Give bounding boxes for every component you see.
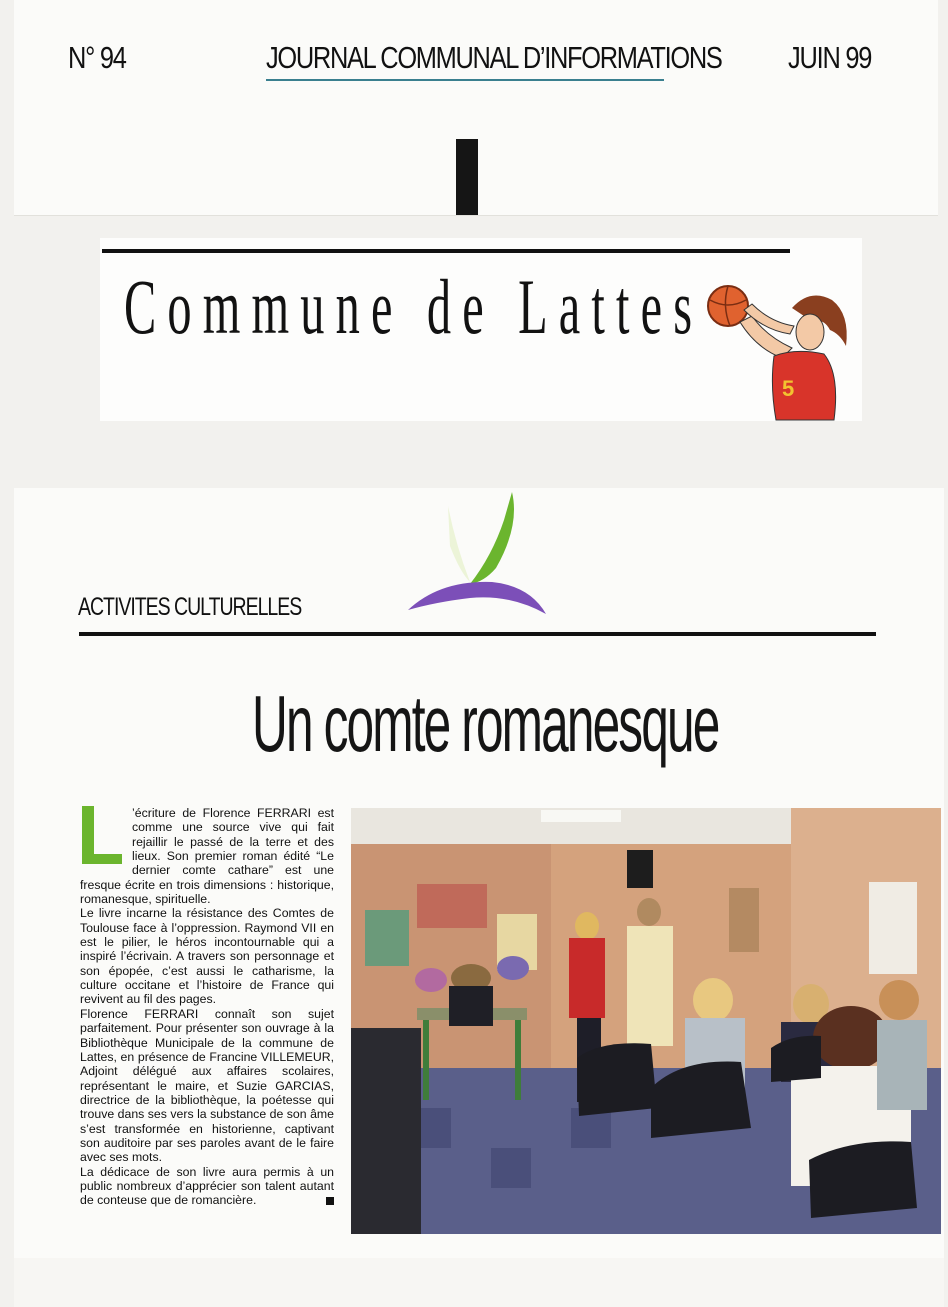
issue-number: N° 94 bbox=[68, 40, 126, 75]
article-headline: Un comte romanesque bbox=[252, 679, 719, 768]
section-rule bbox=[79, 632, 876, 636]
divider-bar bbox=[456, 139, 478, 215]
article-paragraph: ’écriture de Florence FERRARI est comme une source vive qui fait rejaillir le passé de la terre et des lieux. Son premier roman édité “Le dernier comte cathare” est une fresque écrite en trois dimensions : historique, romanesque, spirituelle. bbox=[80, 806, 334, 907]
journal-title-underline bbox=[266, 79, 664, 81]
section-label: ACTIVITES CULTURELLES bbox=[78, 593, 302, 621]
journal-title: JOURNAL COMMUNAL D’INFORMATIONS bbox=[266, 40, 722, 75]
issue-date: JUIN 99 bbox=[788, 40, 872, 75]
masthead-title: Commune de Lattes bbox=[124, 263, 704, 350]
library-reading-photo bbox=[351, 808, 941, 1234]
article-body bbox=[80, 806, 334, 1208]
svg-text:5: 5 bbox=[782, 376, 795, 401]
end-mark bbox=[326, 1197, 334, 1205]
lattes-logo-icon bbox=[400, 486, 560, 621]
basketball-player-icon bbox=[700, 270, 860, 425]
article-paragraph: Le livre incarne la résistance des Comtes de Toulouse face à l’oppression. Raymond VII en est le pilier, le héros incontournable qui a inspiré l’écrivain. A travers son personnage et son épopée, c’est aussi le catharisme, la culture occitane et l’histoire de France qui revivent au fil des pages. bbox=[80, 906, 334, 1007]
dropcap-letter bbox=[80, 806, 124, 864]
article-paragraph: La dédicace de son livre aura permis à un public nombreux d’apprécier son talent autant de conteuse que de romancière. bbox=[80, 1164, 334, 1208]
masthead-rule bbox=[102, 249, 790, 253]
page-footer-band bbox=[14, 1258, 944, 1307]
article-paragraph: Florence FERRARI connaît son sujet parfaitement. Pour présenter son ouvrage à la Bibliothèque Municipale de la commune de Lattes, en présence de Francine VILLEMEUR, Adjoint délégué aux affaires scolaires, représentant le maire, et Suzie GARCIAS, directrice de la bibliothèque, la poétesse qui trouve dans ses vers la substance de son âme s’est transformée en historienne, captivant son auditoire par ses paroles avant de le faire avec ses mots. bbox=[80, 1006, 334, 1165]
